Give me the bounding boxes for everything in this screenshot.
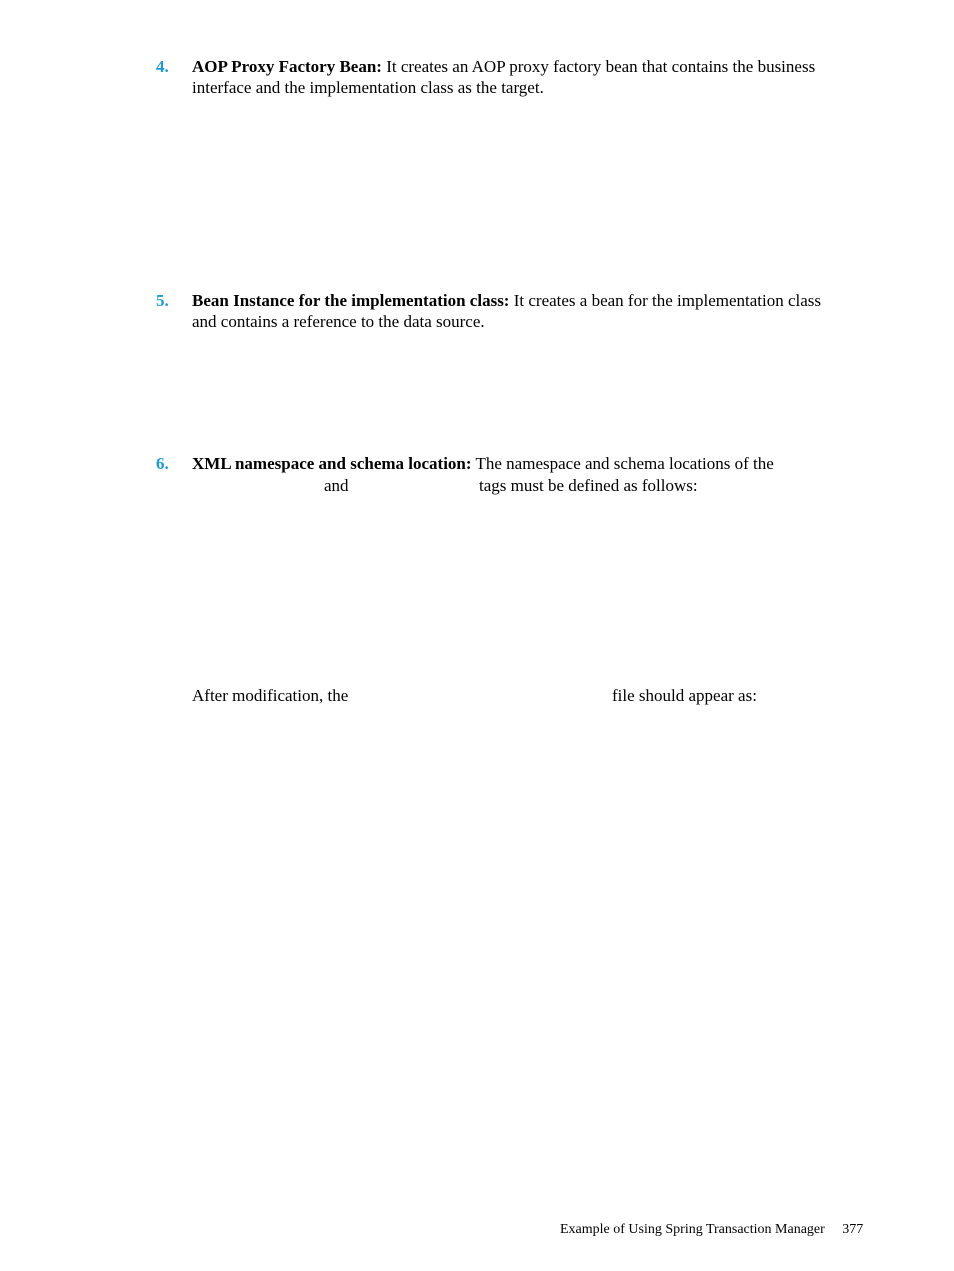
step-title: Bean Instance for the implementation class: [192, 291, 510, 310]
step-number: 6. [156, 454, 169, 473]
step-line-2-and: and [324, 476, 349, 495]
step-text [192, 290, 902, 332]
step-line-2: and contains a reference to the data source. [192, 312, 485, 331]
footer-section-title: Example of Using Spring Transaction Manager [560, 1222, 825, 1237]
step-description: It creates a bean for the implementation class [509, 291, 822, 310]
step-number: 5. [156, 291, 169, 310]
step-line-2: interface and the implementation class as the target. [192, 78, 544, 97]
step-line-2-tags: tags must be defined as follows: [479, 476, 698, 495]
step-description: The namespace and schema locations of the [471, 454, 774, 473]
page-number: 377 [842, 1222, 864, 1237]
step-text [192, 453, 902, 474]
step-line-1 [192, 56, 902, 77]
step-line-1 [192, 290, 902, 311]
after-note-start: After modification, the [192, 686, 349, 705]
step-description: It creates an AOP proxy factory bean that contains the business [381, 57, 816, 76]
page-footer [560, 1221, 863, 1239]
step-number: 4. [156, 57, 169, 76]
step-title: XML namespace and schema location: [192, 454, 472, 473]
step-text [192, 56, 902, 98]
after-note-end: file should appear as: [612, 686, 757, 705]
step-line-1 [192, 453, 902, 474]
step-title: AOP Proxy Factory Bean: [192, 57, 382, 76]
